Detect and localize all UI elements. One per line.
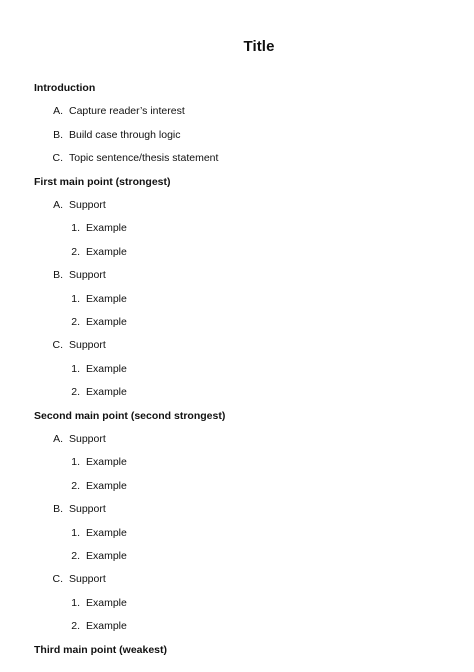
document-title: Title [243, 38, 275, 55]
outline-item [53, 104, 185, 118]
list-item-text: Example [86, 456, 127, 468]
outline-subitem [71, 362, 127, 376]
outline-subitem [71, 526, 127, 540]
list-item-text: Support [69, 199, 106, 211]
outline-subitem [71, 479, 127, 493]
outline-subitem [71, 221, 127, 235]
list-item-text: Example [86, 246, 127, 258]
list-item-text: Support [69, 503, 106, 515]
section-heading [34, 643, 167, 657]
outline-subitem [71, 619, 127, 633]
list-marker: 2. [71, 386, 80, 398]
list-marker: 2. [71, 480, 80, 492]
list-marker: C. [52, 573, 63, 585]
section-heading-text: First main point (strongest) [34, 176, 171, 188]
section-heading [34, 175, 171, 189]
list-marker: C. [52, 152, 63, 164]
list-marker: A. [53, 105, 63, 117]
list-marker: 1. [71, 363, 80, 375]
list-marker: 2. [71, 620, 80, 632]
outline-subitem [71, 455, 127, 469]
outline-subitem [71, 245, 127, 259]
list-item-text: Example [86, 363, 127, 375]
list-item-text: Example [86, 597, 127, 609]
list-marker: B. [53, 269, 63, 281]
list-item-text: Support [69, 269, 106, 281]
outline-item [53, 268, 106, 282]
outline-item [53, 198, 106, 212]
outline-item [53, 128, 181, 142]
outline-subitem [71, 596, 127, 610]
section-heading [34, 409, 225, 423]
section-heading-text: Third main point (weakest) [34, 644, 168, 656]
list-item-text: Topic sentence/thesis statement [69, 152, 219, 164]
outline-item [52, 572, 106, 586]
list-marker: 1. [71, 293, 80, 305]
outline-subitem [71, 549, 127, 563]
list-item-text: Example [86, 527, 127, 539]
list-marker: 1. [71, 222, 80, 234]
list-item-text: Example [86, 480, 127, 492]
list-item-text: Support [69, 433, 106, 445]
outline-item [53, 432, 106, 446]
outline-subitem [71, 292, 127, 306]
list-marker: A. [53, 433, 63, 445]
list-item-text: Example [86, 293, 127, 305]
list-item-text: Capture reader’s interest [69, 105, 185, 117]
list-marker: 2. [71, 246, 80, 258]
list-item-text: Support [69, 339, 106, 351]
list-marker: A. [53, 199, 63, 211]
outline-subitem [71, 385, 127, 399]
list-item-text: Example [86, 386, 127, 398]
list-marker: 1. [71, 597, 80, 609]
outline-item [53, 502, 106, 516]
list-marker: 2. [71, 550, 80, 562]
list-marker: B. [53, 129, 63, 141]
list-item-text: Build case through logic [69, 129, 181, 141]
list-marker: 2. [71, 316, 80, 328]
outline-item [52, 151, 219, 165]
list-item-text: Example [86, 550, 127, 562]
outline-item [52, 338, 106, 352]
list-marker: B. [53, 503, 63, 515]
section-heading-text: Introduction [34, 82, 96, 94]
outline-subitem [71, 315, 127, 329]
list-marker: 1. [71, 456, 80, 468]
list-item-text: Example [86, 316, 127, 328]
section-heading [34, 81, 95, 95]
section-heading-text: Second main point (second strongest) [34, 410, 226, 422]
list-item-text: Example [86, 620, 127, 632]
list-item-text: Example [86, 222, 127, 234]
list-marker: 1. [71, 527, 80, 539]
list-item-text: Support [69, 573, 106, 585]
list-marker: C. [52, 339, 63, 351]
